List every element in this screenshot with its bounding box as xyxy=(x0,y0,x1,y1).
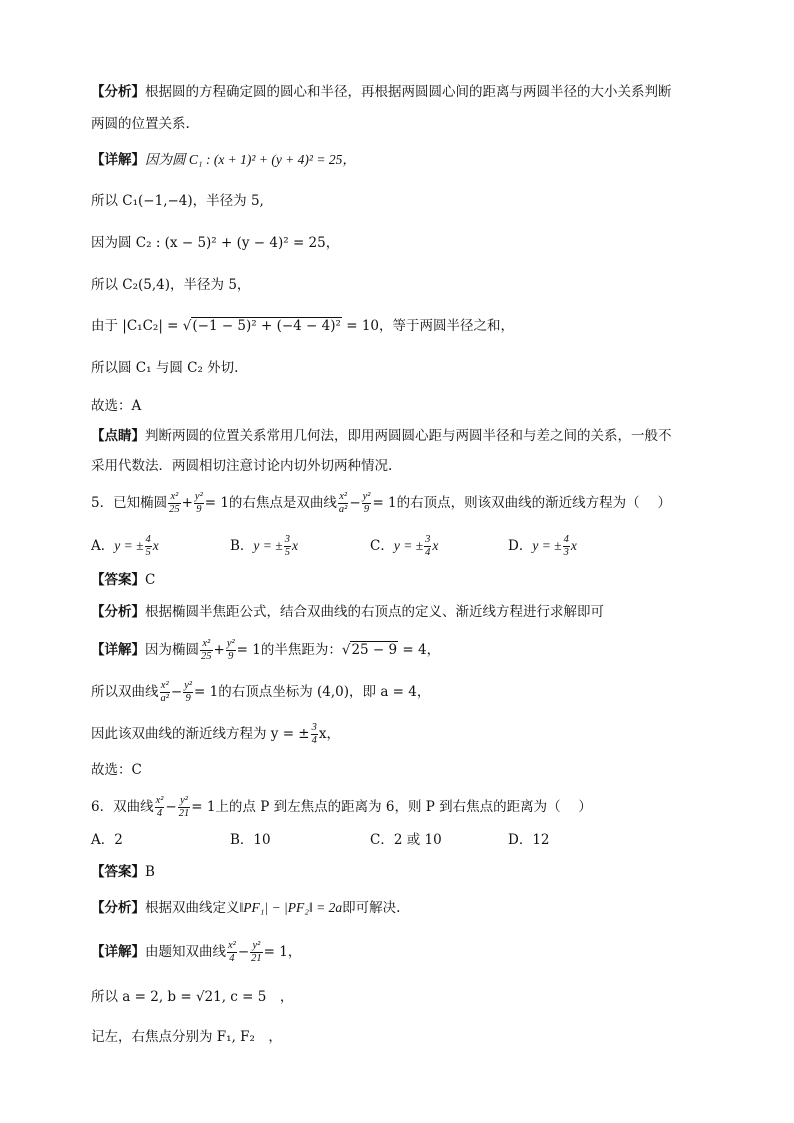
q4-line-2: 所以 C₁(−1,−4)，半径为 5, xyxy=(91,193,264,209)
q5-eq1: = 1 xyxy=(204,495,229,511)
q6-detail-line: 【详解】由题知双曲线 $\frac{\text{x²}}{4}$ − $\frac{\text{y²}}{21}$ = 1， xyxy=(91,940,302,964)
q4-line-5-sqrt: (−1 − 5)² + (−4 − 4)² xyxy=(192,318,341,334)
q5-ellipse-frac-x: $\frac{\text{x²}}{25}$ xyxy=(169,491,180,515)
q5-option-b: B．y = ± $\frac{3}{5}$ x xyxy=(230,534,298,558)
q4-line-3: 因为圆 C₂ : (x − 5)² + (y − 4)² = 25， xyxy=(91,235,340,251)
q4-line-6: 所以圆 C₁ 与圆 C₂ 外切. xyxy=(91,360,239,376)
q5-stem-b: 的右焦点是双曲线 xyxy=(228,495,337,511)
q5-line-2: 所以双曲线 $\frac{\text{x²}}{\text{a²}}$ − $\frac{\text{y²}}{9}$ = 1的右顶点坐标为 (4,0)，即 a = 4， xyxy=(91,680,431,704)
q4-comment-line-2: 采用代数法．两圆相切注意讨论内切外切两种情况. xyxy=(91,458,393,474)
q6-answer: B xyxy=(145,864,155,880)
q5-detail-line: 【详解】因为椭圆 $\frac{\text{x²}}{25}$ + $\frac{\text{y²}}{9}$ = 1的半焦距为：√25 − 9 = 4， xyxy=(91,638,441,662)
q4-analysis-line-2: 两圆的位置关系. xyxy=(91,116,190,132)
q6-option-a: A．2 xyxy=(91,832,123,848)
q5-stem-a: 5．已知椭圆 xyxy=(91,495,168,511)
q5-option-a: A．y = ± $\frac{4}{5}$ x xyxy=(91,534,159,558)
q5-line-3: 因此该双曲线的渐近线方程为 y = ± $\frac{3}{4}$ x， xyxy=(91,722,340,746)
q4-line-4: 所以 C₂(5,4)，半径为 5， xyxy=(91,277,251,293)
q6-answer-line: 【答案】B xyxy=(91,864,155,880)
q4-comment-line xyxy=(91,426,672,446)
analysis-tag: 【分析】 xyxy=(91,84,145,100)
q6-line-3: 记左，右焦点分别为 F₁, F₂ ， xyxy=(91,1029,282,1045)
q4-choice: 故选：A xyxy=(91,398,142,414)
q6-stem: 6．双曲线 $\frac{\text{x²}}{4}$ − $\frac{\text{y²}}{21}$ = 1上的点 P 到左焦点的距离为 6，则 P 到右焦点的距离为（ ） xyxy=(91,795,592,819)
q4-line-5: 由于 |C₁C₂| = √(−1 − 5)² + (−4 − 4)² = 10，等于两圆半径之和， xyxy=(91,318,515,334)
q6-option-c: C．2 或 10 xyxy=(370,832,442,848)
q5-analysis-line: 【分析】根据椭圆半焦距公式，结合双曲线的右顶点的定义、渐近线方程进行求解即可 xyxy=(91,604,604,620)
comment-tag: 【点睛】 xyxy=(91,428,145,444)
q4-line-5-a: 由于 |C₁C₂| = xyxy=(91,318,183,334)
q4-detail-line xyxy=(91,150,356,170)
q5-analysis-text: 根据椭圆半焦距公式，结合双曲线的右顶点的定义、渐近线方程进行求解即可 xyxy=(145,604,604,620)
q5-stem-c: 的右顶点，则该双曲线的渐近线方程为（ ） xyxy=(396,495,671,511)
q4-detail-1: 因为圆 C₁ : (x + 1)² + (y + 4)² = 25， xyxy=(145,152,356,167)
q5-option-d: D．y = ± $\frac{4}{3}$ x xyxy=(508,534,577,558)
q5-eq1b: = 1 xyxy=(372,495,397,511)
q5-hyp-frac-x: $\frac{\text{x²}}{\text{a²}}$ xyxy=(338,491,348,515)
q4-line-5-c: = 10，等于两圆半径之和， xyxy=(341,318,515,334)
q5-ellipse-frac-y: $\frac{\text{y²}}{9}$ xyxy=(194,491,203,515)
q5-stem: 5．已知椭圆 $\frac{\text{x²}}{25}$ + $\frac{\text{y²}}{9}$ = 1的右焦点是双曲线 $\frac{\text{x²}}{\text{a²}}$ − $\frac{\text{y²}}{9}$ = 1的右顶点，则该双曲线的渐近线方程为（ ） xyxy=(91,491,671,515)
q4-analysis-line xyxy=(91,82,672,102)
detail-tag: 【详解】 xyxy=(91,152,145,168)
q6-option-d: D．12 xyxy=(508,832,550,848)
q5-option-c: C．y = ± $\frac{3}{4}$ x xyxy=(370,534,439,558)
q4-analysis-text: 根据圆的方程确定圆的圆心和半径，再根据两圆圆心间的距离与两圆半径的大小关系判断 xyxy=(145,84,672,100)
q6-analysis-line: 【分析】根据双曲线定义‖PF₁| − |PF₂‖ = 2a即可解决. xyxy=(91,900,401,916)
q4-comment-text: 判断两圆的位置关系常用几何法，即用两圆圆心距与两圆半径和与差之间的关系，一般不 xyxy=(145,428,672,444)
q5-answer: C xyxy=(145,572,156,588)
q6-line-2: 所以 a = 2, b = √21, c = 5 ， xyxy=(91,989,294,1005)
q5-answer-line: 【答案】C xyxy=(91,572,156,588)
q5-hyp-frac-y: $\frac{\text{y²}}{9}$ xyxy=(362,491,371,515)
q6-option-b: B．10 xyxy=(230,832,271,848)
q5-choice: 故选：C xyxy=(91,762,142,778)
